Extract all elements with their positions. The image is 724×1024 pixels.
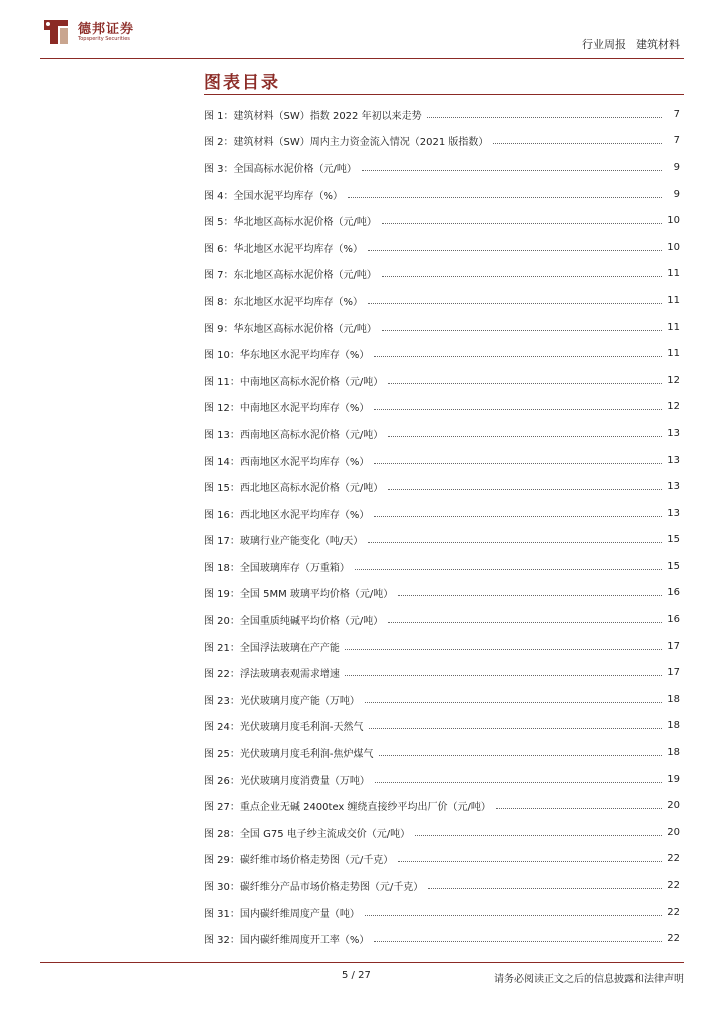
toc-entry-label: 图 3：全国高标水泥价格（元/吨）	[204, 163, 357, 175]
footer-divider	[40, 962, 684, 963]
toc-entry-label: 图 18：全国玻璃库存（万重箱）	[204, 562, 350, 574]
toc-entry-label: 图 9：华东地区高标水泥价格（元/吨）	[204, 323, 377, 335]
toc-entry[interactable]	[204, 473, 680, 500]
toc-leader-dots	[345, 675, 662, 676]
toc-entry-label: 图 29：碳纤维市场价格走势图（元/千克）	[204, 855, 394, 867]
toc-entry[interactable]	[204, 659, 680, 686]
toc-leader-dots	[388, 489, 662, 490]
toc-entry[interactable]	[204, 925, 680, 952]
toc-entry[interactable]	[204, 500, 680, 527]
toc-leader-dots	[493, 143, 662, 144]
toc-entry-page: 22	[667, 906, 680, 918]
toc-leader-dots	[496, 808, 662, 809]
toc-entry-page: 19	[667, 773, 680, 785]
toc-entry[interactable]	[204, 766, 680, 793]
toc-entry-label: 图 30：碳纤维分产品市场价格走势图（元/千克）	[204, 882, 424, 894]
toc-entry-label: 图 1：建筑材料（SW）指数 2022 年初以来走势	[204, 110, 422, 122]
toc-entry-label: 图 23：光伏玻璃月度产能（万吨）	[204, 695, 360, 707]
toc-entry[interactable]	[204, 261, 680, 288]
toc-entry-page: 10	[667, 215, 680, 227]
toc-entry-label: 图 10：华东地区水泥平均库存（%）	[204, 350, 370, 362]
toc-leader-dots	[382, 276, 662, 277]
toc-leader-dots	[374, 409, 662, 410]
toc-entry[interactable]	[204, 527, 680, 554]
toc-entry-label: 图 6：华北地区水泥平均库存（%）	[204, 243, 364, 255]
toc-entry-page: 12	[667, 401, 680, 413]
toc-entry-page: 15	[667, 560, 680, 572]
toc-leader-dots	[374, 516, 662, 517]
toc-entry-label: 图 17：玻璃行业产能变化（吨/天）	[204, 536, 364, 548]
toc-leader-dots	[368, 303, 662, 304]
toc-leader-dots	[374, 941, 662, 942]
toc-entry-label: 图 22：浮法玻璃表观需求增速	[204, 669, 340, 681]
toc-entry[interactable]	[204, 207, 680, 234]
company-logo	[40, 16, 200, 52]
toc-entry-page: 7	[673, 135, 680, 147]
company-logo-icon	[40, 16, 72, 48]
report-sector: 建筑材料	[636, 38, 680, 51]
toc-entry-page: 11	[667, 268, 680, 280]
toc-entry-label: 图 2：建筑材料（SW）周内主力资金流入情况（2021 版指数）	[204, 137, 489, 149]
toc-entry-label: 图 15：西北地区高标水泥价格（元/吨）	[204, 483, 384, 495]
toc-leader-dots	[428, 888, 662, 889]
toc-list	[204, 101, 680, 952]
toc-entry-label: 图 21：全国浮法玻璃在产产能	[204, 642, 340, 654]
toc-entry-page: 13	[667, 507, 680, 519]
toc-leader-dots	[398, 595, 662, 596]
toc-entry[interactable]	[204, 420, 680, 447]
toc-entry-label: 图 11：中南地区高标水泥价格（元/吨）	[204, 376, 384, 388]
toc-leader-dots	[375, 782, 662, 783]
toc-entry[interactable]	[204, 899, 680, 926]
toc-entry[interactable]	[204, 713, 680, 740]
toc-entry[interactable]	[204, 394, 680, 421]
toc-entry[interactable]	[204, 872, 680, 899]
toc-entry[interactable]	[204, 606, 680, 633]
toc-entry[interactable]	[204, 234, 680, 261]
toc-leader-dots	[382, 223, 662, 224]
toc-entry-label: 图 14：西南地区水泥平均库存（%）	[204, 456, 370, 468]
toc-entry-page: 20	[667, 800, 680, 812]
toc-entry-page: 17	[667, 667, 680, 679]
toc-title-divider	[204, 94, 684, 95]
toc-entry-label: 图 5：华北地区高标水泥价格（元/吨）	[204, 217, 377, 229]
toc-leader-dots	[365, 702, 662, 703]
toc-leader-dots	[368, 542, 662, 543]
toc-entry-page: 18	[667, 747, 680, 759]
toc-leader-dots	[388, 383, 662, 384]
toc-entry[interactable]	[204, 314, 680, 341]
header-divider	[40, 58, 684, 59]
company-name-cn: 德邦证券	[78, 22, 135, 37]
toc-entry[interactable]	[204, 181, 680, 208]
toc-entry-label: 图 8：东北地区水泥平均库存（%）	[204, 296, 364, 308]
toc-entry-page: 13	[667, 454, 680, 466]
toc-entry[interactable]	[204, 792, 680, 819]
toc-leader-dots	[388, 436, 662, 437]
toc-entry-page: 16	[667, 614, 680, 626]
toc-entry[interactable]	[204, 447, 680, 474]
toc-entry-page: 11	[667, 294, 680, 306]
company-name-en: Topsperity Securities	[78, 36, 130, 42]
toc-entry[interactable]	[204, 367, 680, 394]
toc-entry-page: 9	[673, 188, 680, 200]
toc-entry-page: 7	[673, 108, 680, 120]
toc-title: 图表目录	[204, 73, 280, 93]
toc-entry[interactable]	[204, 340, 680, 367]
toc-entry-label: 图 4：全国水泥平均库存（%）	[204, 190, 344, 202]
toc-entry-page: 12	[667, 374, 680, 386]
toc-entry-label: 图 31：国内碳纤维周度产量（吨）	[204, 908, 360, 920]
toc-leader-dots	[345, 649, 662, 650]
toc-entry-page: 15	[667, 534, 680, 546]
toc-leader-dots	[415, 835, 662, 836]
toc-entry-page: 22	[667, 880, 680, 892]
toc-entry-page: 18	[667, 693, 680, 705]
toc-entry[interactable]	[204, 633, 680, 660]
toc-entry-page: 13	[667, 481, 680, 493]
toc-entry-page: 13	[667, 427, 680, 439]
toc-leader-dots	[362, 170, 662, 171]
toc-leader-dots	[427, 117, 662, 118]
toc-leader-dots	[388, 622, 662, 623]
toc-entry-page: 9	[673, 161, 680, 173]
toc-leader-dots	[398, 861, 662, 862]
toc-entry-label: 图 16：西北地区水泥平均库存（%）	[204, 509, 370, 521]
toc-leader-dots	[368, 250, 662, 251]
toc-entry[interactable]	[204, 580, 680, 607]
toc-entry[interactable]	[204, 739, 680, 766]
toc-entry[interactable]	[204, 686, 680, 713]
toc-entry-label: 图 19：全国 5MM 玻璃平均价格（元/吨）	[204, 589, 394, 601]
toc-entry-label: 图 25：光伏玻璃月度毛利润-焦炉煤气	[204, 749, 374, 761]
toc-entry[interactable]	[204, 846, 680, 873]
toc-entry[interactable]	[204, 553, 680, 580]
toc-entry-page: 10	[667, 241, 680, 253]
toc-leader-dots	[348, 197, 662, 198]
toc-entry-page: 11	[667, 321, 680, 333]
toc-leader-dots	[355, 569, 662, 570]
toc-entry-label: 图 12：中南地区水泥平均库存（%）	[204, 403, 370, 415]
toc-entry-label: 图 26：光伏玻璃月度消费量（万吨）	[204, 775, 370, 787]
legal-disclaimer: 请务必阅读正文之后的信息披露和法律声明	[494, 974, 684, 985]
toc-entry-label: 图 24：光伏玻璃月度毛利润-天然气	[204, 722, 364, 734]
toc-entry-label: 图 32：国内碳纤维周度开工率（%）	[204, 935, 370, 947]
toc-entry-label: 图 27：重点企业无碱 2400tex 缠绕直接纱平均出厂价（元/吨）	[204, 802, 491, 814]
page-header	[40, 14, 684, 58]
toc-leader-dots	[369, 728, 662, 729]
toc-entry-page: 11	[667, 348, 680, 360]
report-category	[572, 36, 680, 52]
toc-entry-label: 图 28：全国 G75 电子纱主流成交价（元/吨）	[204, 828, 411, 840]
toc-entry-label: 图 7：东北地区高标水泥价格（元/吨）	[204, 270, 377, 282]
toc-entry[interactable]	[204, 287, 680, 314]
toc-leader-dots	[374, 463, 662, 464]
toc-entry-label: 图 13：西南地区高标水泥价格（元/吨）	[204, 429, 384, 441]
report-type: 行业周报	[582, 38, 626, 51]
toc-leader-dots	[382, 330, 662, 331]
toc-entry[interactable]	[204, 101, 680, 128]
toc-entry-label: 图 20：全国重质纯碱平均价格（元/吨）	[204, 616, 384, 628]
toc-entry-page: 16	[667, 587, 680, 599]
toc-entry-page: 18	[667, 720, 680, 732]
toc-leader-dots	[374, 356, 662, 357]
toc-entry-page: 22	[667, 933, 680, 945]
toc-entry-page: 22	[667, 853, 680, 865]
toc-entry-page: 20	[667, 826, 680, 838]
toc-entry-page: 17	[667, 640, 680, 652]
page-number: 5 / 27	[342, 970, 371, 981]
toc-entry[interactable]	[204, 819, 680, 846]
toc-leader-dots	[365, 915, 662, 916]
toc-entry[interactable]	[204, 154, 680, 181]
toc-leader-dots	[379, 755, 662, 756]
toc-entry[interactable]	[204, 128, 680, 155]
